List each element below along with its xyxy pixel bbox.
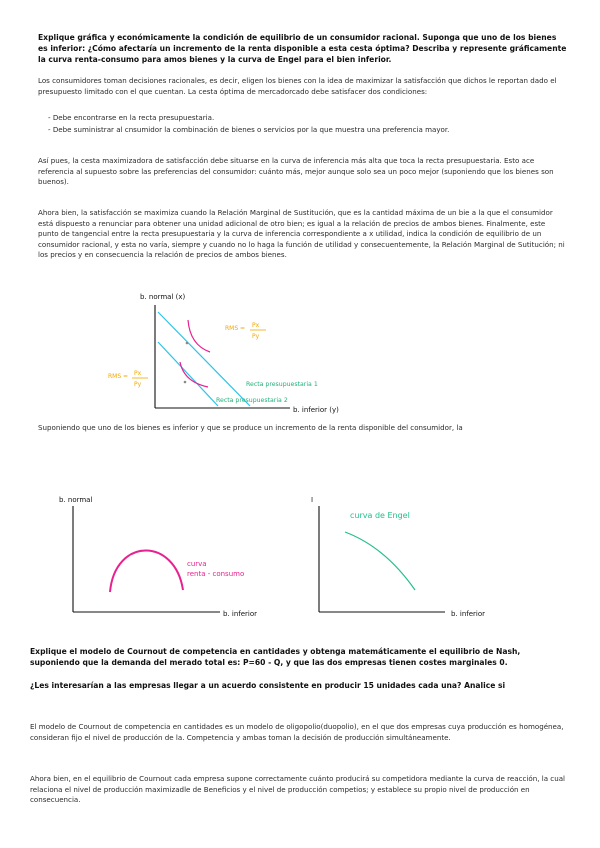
- graph2-x-label: b. inferior: [223, 610, 258, 618]
- graph3-curve-label: curva de Engel: [350, 511, 410, 520]
- bullet-preference: - Debe suministrar al cnsumidor la combinación de bienes o servicios por la que muestra una preferencia mayor.: [48, 125, 450, 134]
- graph3-y-label: I: [311, 496, 314, 504]
- rms-upper-equals: =: [240, 325, 246, 332]
- graph2-curve-label-1: curva: [187, 560, 207, 568]
- graph2-curve-label-2: renta - consumo: [187, 570, 245, 578]
- indifference-curve-upper: [188, 320, 210, 352]
- engel-curve-graph: [305, 492, 555, 622]
- question-cournot-agreement: ¿Les interesarían a las empresas llegar a un acuerdo consistente en producir 15 unidades cada una? Analice si: [30, 681, 506, 690]
- optimum-point-upper: [186, 342, 189, 345]
- indifference-curve-lower: [180, 362, 208, 387]
- paragraph-inferior-good: Suponiendo que uno de los bienes es inferior y que se produce un incremento de la renta disponible del consumidor, la: [38, 423, 463, 432]
- graph3-x-label: b. inferior: [451, 610, 486, 618]
- rms-upper-px: Px: [252, 322, 260, 329]
- graph2-y-label: b. normal: [59, 496, 93, 504]
- paragraph-rms: Ahora bien, la satisfacción se maximiza cuando la Relación Marginal de Sustitución, que es la cantidad máxima de un bie a la que el consumidor está dispuesto a renunciar para obtener una unidad adicional de otro bien; es igual a la relación de precios de ambos bienes. Finalmente, este punto de tangencial entre la recta presupuestaria y la curva de inferencia correspondiente a x utilidad, indica la condición de equilibrio de un consumidor racional, y esta no varía, siempre y cuando no lo haga la función de utilidad y consecuentemente, la Relación Marginal de Sutitución; ni los precios y en consecuencia la relación de precios de ambos bienes.: [38, 208, 565, 260]
- paragraph-cournot-model: El modelo de Cournout de competencia en cantidades es un modelo de oligopolio(duopolio), en el que dos empresas cuya producción es homogénea, consideran fijo el nivel de producción de la. Competencia y ambas toman la decisión de producción simultáneamente.: [30, 722, 564, 742]
- rms-upper-label: RMS: [225, 325, 239, 332]
- budget-line-1-label: Recta presupuestaria 1: [246, 381, 318, 388]
- graph1-x-label: b. inferior (y): [293, 406, 339, 414]
- paragraph-satisfaction: Así pues, la cesta maximizadora de satisfacción debe situarse en la curva de inferencia más alta que toca la recta presupuestaria. Esto ace referencia al supuesto sobre las preferencias del consumidor: cuánto más, mejor aunque solo sea un poco mejor (suponiendo que los bienes son buenos).: [38, 156, 554, 187]
- graph1-y-label: b. normal (x): [140, 293, 186, 301]
- paragraph-cournot-equilibrium: Ahora bien, en el equilibrio de Cournout cada empresa supone correctamente cuánto producirá su competidora mediante la curva de reacción, la cual relaciona el nivel de producción maximizadle de Beneficios y el nivel de producción competios; y establece su propio nivel de producción en consecuencia.: [30, 774, 566, 805]
- income-consumption-curve: [110, 550, 183, 592]
- engel-curve: [345, 532, 415, 590]
- bullet-budget-line: - Debe encontrarse en la recta presupuestaria.: [48, 113, 215, 122]
- rms-lower-py: Py: [134, 381, 142, 388]
- rms-lower-px: Px: [134, 370, 142, 377]
- income-consumption-graph: [55, 492, 295, 622]
- equilibrium-graph: [100, 290, 380, 420]
- optimum-point-lower: [184, 381, 187, 384]
- rms-upper-py: Py: [252, 333, 260, 340]
- rms-lower-equals: =: [123, 373, 129, 380]
- rms-lower-label: RMS: [108, 373, 122, 380]
- paragraph-intro: Los consumidores toman decisiones racionales, es decir, eligen los bienes con la idea de maximizar la satisfacción que dichos le reportan dado el presupuesto limitado con el que cuentan. La cesta óptima de mercadorcado debe satisfacer dos condiciones:: [38, 76, 557, 96]
- question-cournot: Explique el modelo de Cournout de competencia en cantidades y obtenga matemáticamente el equilibrio de Nash, suponiendo que la demanda del merado total es: P=60 - Q, y que las dos empresas tienen costes marginales 0.: [30, 647, 521, 667]
- question-consumer-equilibrium: Explique gráfica y económicamente la condición de equilibrio de un consumidor racional. Suponga que uno de los bienes es inferior: ¿Cómo afectaría un incremento de la renta disponible a esta cesta óptima? Describa y represente gráficamente la curva renta-consumo para amos bienes y la curva de Engel para el bien inferior.: [38, 33, 567, 64]
- budget-line-2-label: Recta presupuestaria 2: [216, 397, 288, 404]
